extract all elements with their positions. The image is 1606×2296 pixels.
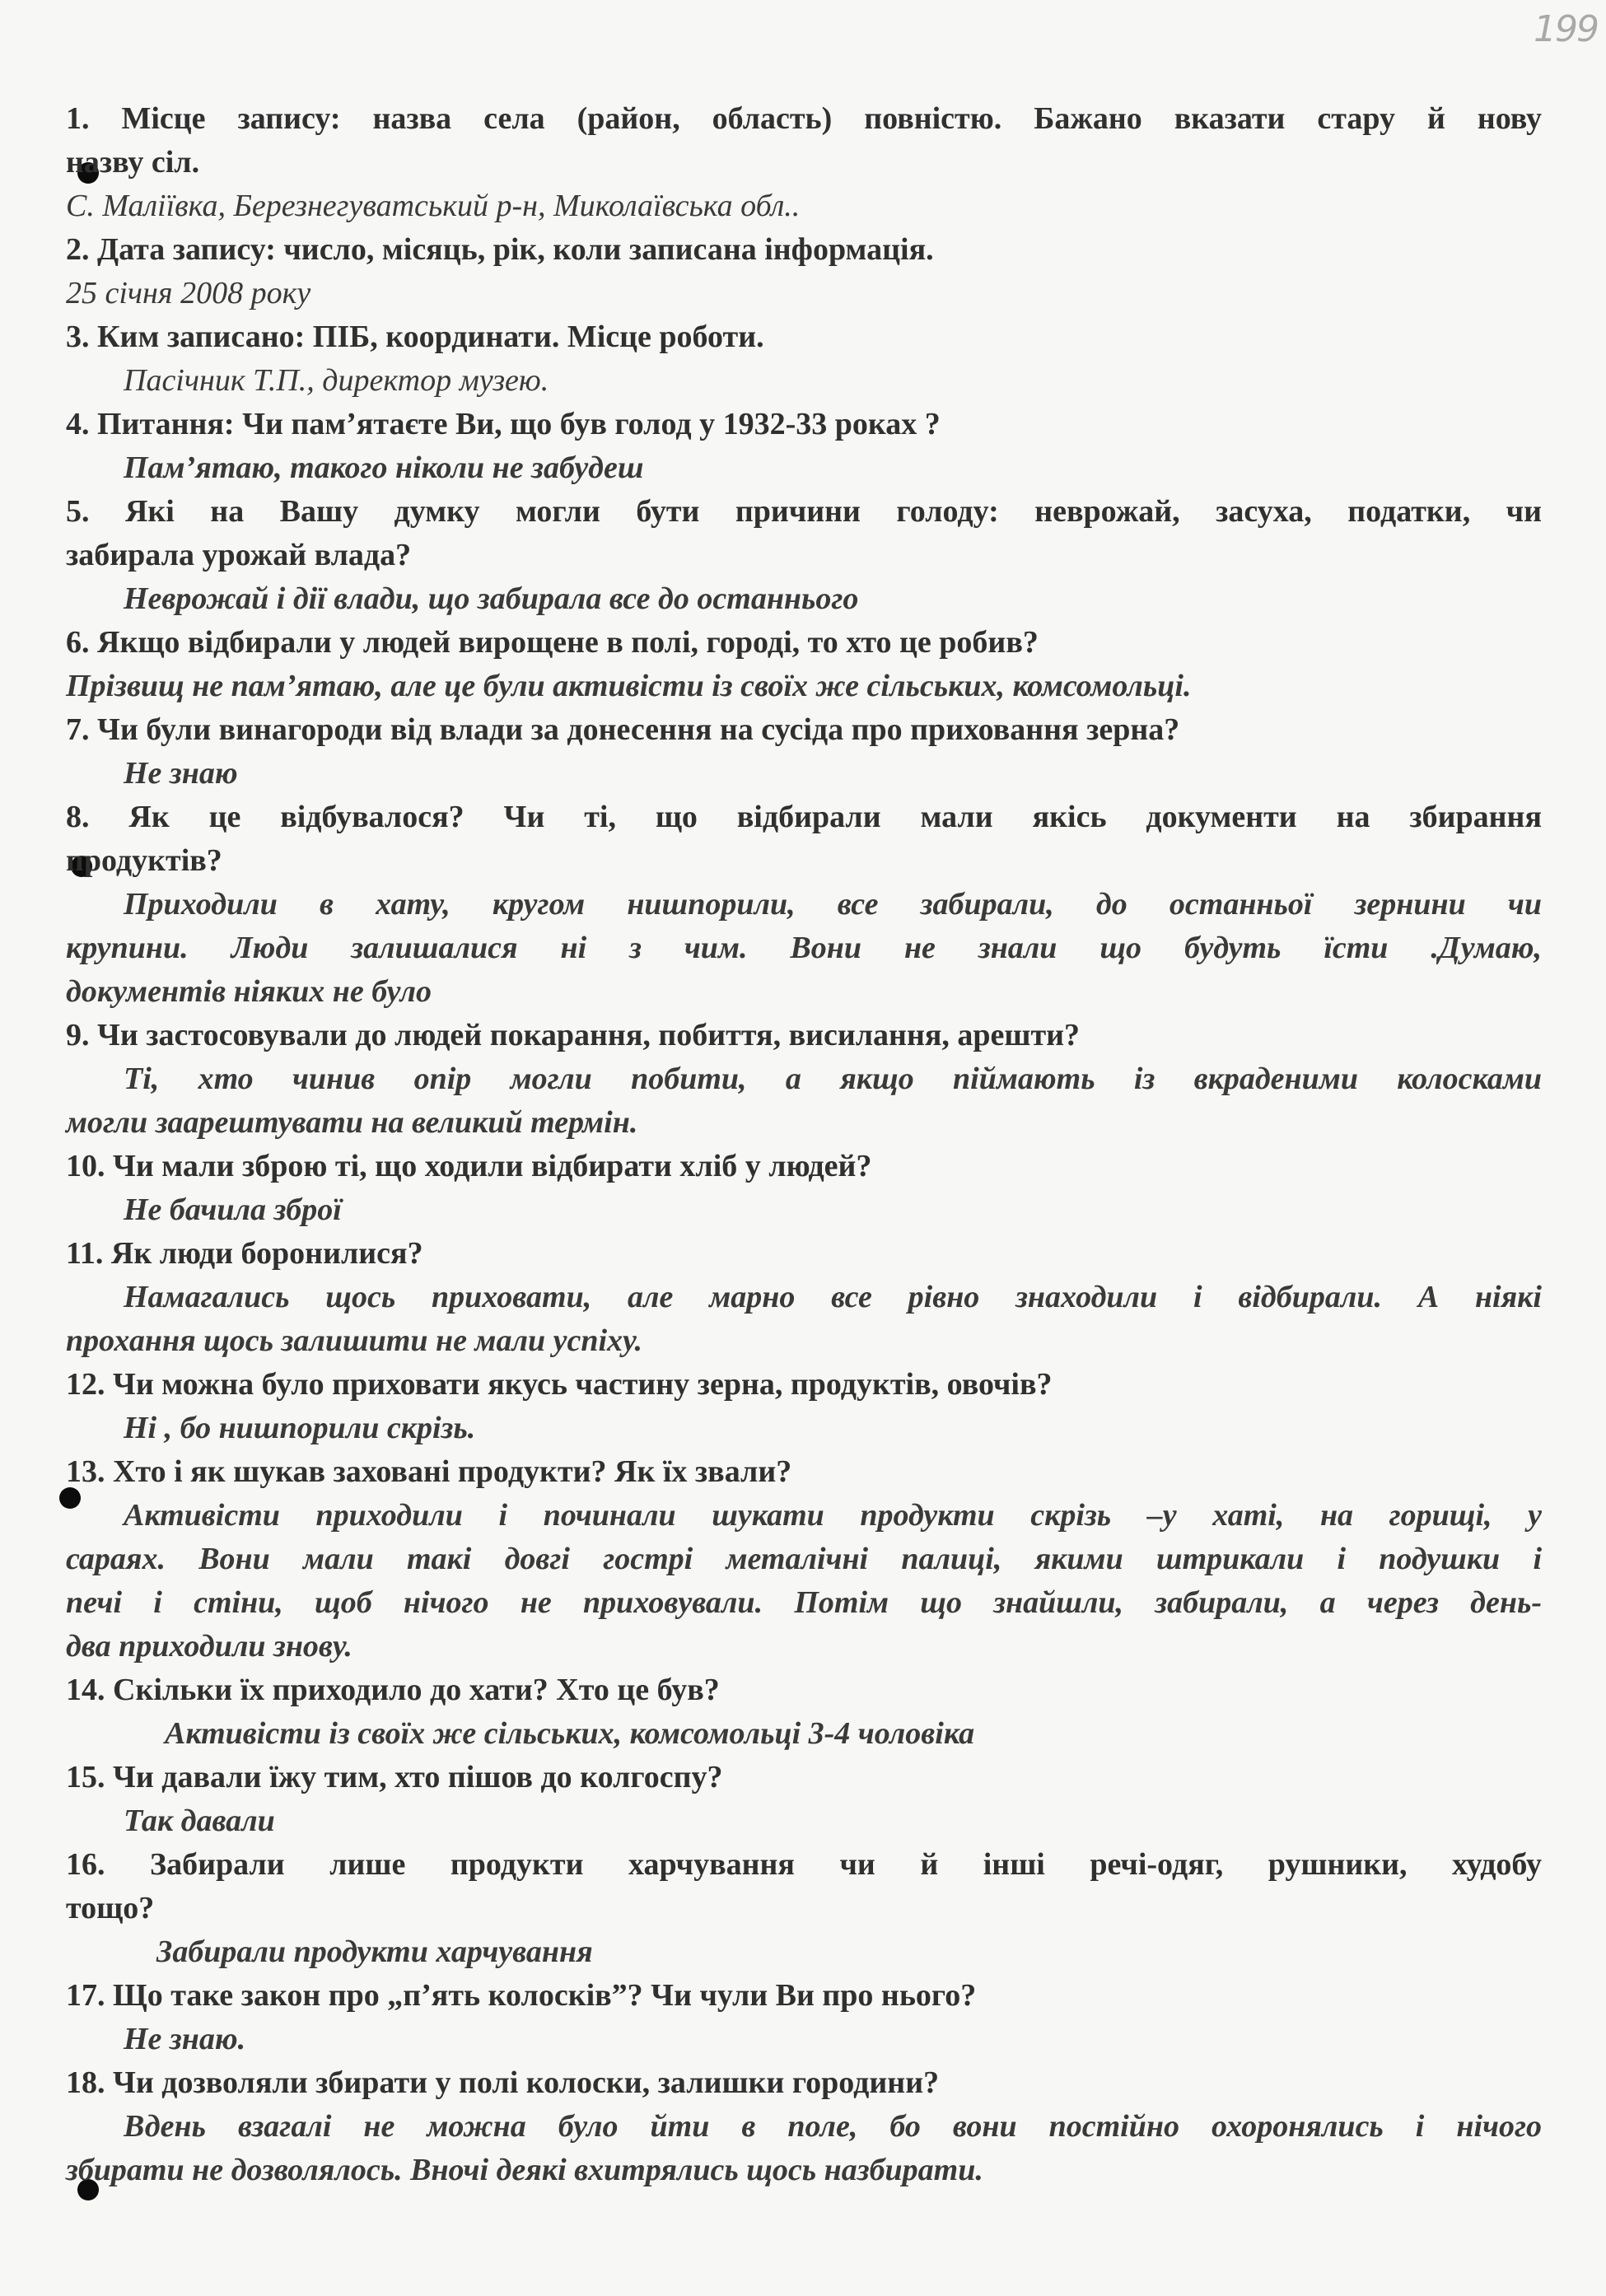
question-line: 5. Які на Вашу думку могли бути причини голоду: неврожай, засуха, податки, чи [66, 494, 1542, 529]
answer-line: Так давали [124, 1804, 275, 1838]
answer-line: Вдень взагалі не можна було йти в поле, бо вони постійно охоронялись і нічого [124, 2109, 1542, 2144]
question-line: 15. Чи давали їжу тим, хто пішов до колгоспу? [66, 1760, 723, 1794]
answer-line: Намагались щось приховати, але марно все рівно знаходили і відбирали. А ніякі [124, 1280, 1542, 1314]
question-line: 4. Питання: Чи пам’ятаєте Ви, що був голод у 1932-33 роках ? [66, 407, 941, 441]
answer-line: Не знаю. [124, 2022, 246, 2056]
question-line: 17. Що таке закон про „п’ять колосків”? Чи чули Ви про нього? [66, 1978, 977, 2013]
question-line: 11. Як люди боронилися? [66, 1236, 423, 1271]
question-line: 13. Хто і як шукав заховані продукти? Як їх звали? [66, 1454, 792, 1489]
answer-line: Забирали продукти харчування [156, 1934, 593, 1969]
answer-line: прохання щось залишити не мали успіху. [66, 1323, 642, 1358]
question-line: забирала урожай влада? [66, 538, 412, 572]
answer-line: Приходили в хату, кругом нишпорили, все забирали, до останньої зернини чи [124, 887, 1542, 922]
question-line: тощо? [66, 1891, 155, 1925]
answer-line: два приходили знову. [66, 1629, 352, 1664]
question-line: 16. Забирали лише продукти харчування чи й інші речі-одяг, рушники, худобу [66, 1847, 1542, 1882]
answer-line: Активісти із своїх же сільських, комсомольці 3-4 чоловіка [165, 1716, 975, 1751]
question-line: 7. Чи були винагороди від влади за донесення на сусіда про приховання зерна? [66, 712, 1180, 747]
answer-line: Активісти приходили і починали шукати продукти скрізь –у хаті, на горищі, у [124, 1498, 1542, 1533]
questionnaire-text [66, 97, 1542, 2192]
question-line: 9. Чи застосовували до людей покарання, побиття, висилання, арешти? [66, 1018, 1081, 1052]
answer-line: Ті, хто чинив опір могли побити, а якщо піймають із вкраденими колосками [124, 1062, 1542, 1096]
question-line: 3. Ким записано: ПІБ, координати. Місце роботи. [66, 320, 764, 354]
page-number: 199 [1534, 8, 1598, 50]
question-line: 2. Дата запису: число, місяць, рік, коли записана інформація. [66, 232, 934, 267]
answer-line: сараях. Вони мали такі довгі гострі металічні палиці, якими штрикали і подушки і [66, 1542, 1542, 1576]
question-line: 6. Якщо відбирали у людей вирощене в полі, городі, то хто це робив? [66, 625, 1039, 660]
question-line: 18. Чи дозволяли збирати у полі колоски, залишки городини? [66, 2065, 940, 2100]
answer-line: печі і стіни, щоб нічого не приховували. Потім що знайшли, забирали, а через день- [66, 1585, 1542, 1620]
question-line: 1. Місце запису: назва села (район, область) повністю. Бажано вказати стару й нову [66, 101, 1542, 136]
answer-line: Не бачила зброї [124, 1192, 342, 1227]
answer-line: крупини. Люди залишалися ні з чим. Вони не знали що будуть їсти .Думаю, [66, 931, 1542, 965]
answer-line: Ні , бо нишпорили скрізь. [124, 1411, 476, 1445]
answer-line: могли заарештувати на великий термін. [66, 1105, 638, 1140]
question-line: 10. Чи мали зброю ті, що ходили відбирати хліб у людей? [66, 1149, 872, 1183]
answer-line: 25 січня 2008 року [66, 276, 311, 310]
answer-line: Прізвищ не пам’ятаю, але це були активісти із своїх же сільських, комсомольці. [66, 669, 1192, 703]
question-line: 8. Як це відбувалося? Чи ті, що відбирали мали якісь документи на збирання [66, 800, 1542, 834]
answer-line: Не знаю [124, 756, 238, 791]
question-line: назву сіл. [66, 145, 200, 180]
answer-line: документів ніяких не було [66, 974, 432, 1009]
question-line: 14. Скільки їх приходило до хати? Хто це був? [66, 1673, 720, 1707]
answer-line: Пам’ятаю, такого ніколи не забудеш [124, 450, 644, 485]
answer-line: С. Маліївка, Березнегуватський р-н, Миколаївська обл.. [66, 189, 801, 223]
question-line: 12. Чи можна було приховати якусь частину зерна, продуктів, овочів? [66, 1367, 1053, 1402]
answer-line: Неврожай і дії влади, що забирала все до останнього [124, 581, 859, 616]
question-line: продуктів? [66, 843, 222, 878]
answer-line: Пасічник Т.П., директор музею. [124, 363, 549, 398]
answer-line: збирати не дозволялось. Вночі деякі вхитрялись щось назбирати. [66, 2153, 983, 2187]
